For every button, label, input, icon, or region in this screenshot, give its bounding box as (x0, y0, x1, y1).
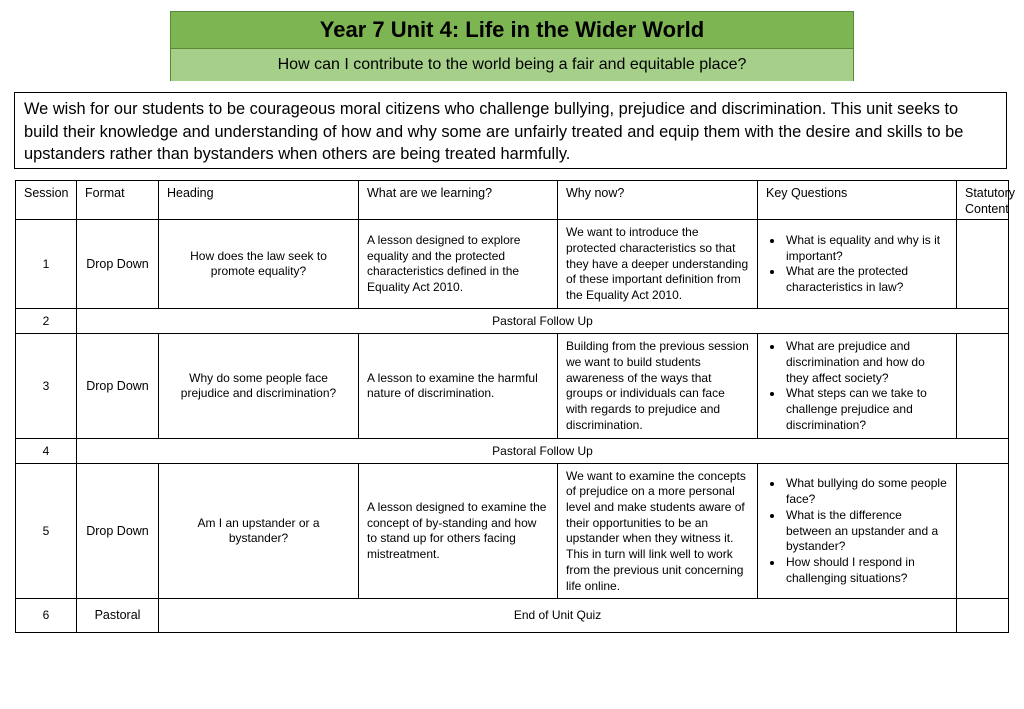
table-row (16, 439, 1009, 464)
session-key-questions (758, 220, 957, 309)
session-heading: Why do some people face prejudice and discrimination? (159, 334, 359, 439)
col-header-key-questions: Key Questions (758, 181, 957, 220)
table-header-row (16, 181, 1009, 220)
session-format: Pastoral (77, 599, 159, 633)
key-question: • What is the difference between an upstander and a bystander? (784, 508, 948, 555)
table-row (16, 599, 1009, 633)
unit-subtitle: How can I contribute to the world being a fair and equitable place? (171, 49, 853, 81)
key-question: • What are prejudice and discrimination and how do they affect society? (784, 339, 948, 386)
table-row (16, 464, 1009, 599)
session-format: Drop Down (77, 464, 159, 599)
session-merged-cell: Pastoral Follow Up (77, 309, 1009, 334)
session-learning: A lesson to examine the harmful nature of discrimination. (359, 334, 558, 439)
session-heading: How does the law seek to promote equality? (159, 220, 359, 309)
key-question: • What are the protected characteristics in law? (784, 264, 948, 295)
session-statutory (957, 220, 1009, 309)
session-merged-cell: Pastoral Follow Up (77, 439, 1009, 464)
session-why-now: We want to introduce the protected characteristics so that they have a deeper understanding of these important definition from the Equality Act 2010. (558, 220, 758, 309)
session-key-questions (758, 334, 957, 439)
session-statutory (957, 334, 1009, 439)
session-format: Drop Down (77, 334, 159, 439)
session-learning: A lesson designed to explore equality and the protected characteristics defined in the Equality Act 2010. (359, 220, 558, 309)
col-header-learning: What are we learning? (359, 181, 558, 220)
table-row (16, 220, 1009, 309)
unit-title: Year 7 Unit 4: Life in the Wider World (171, 12, 853, 49)
sessions-table (15, 180, 1016, 633)
session-statutory (957, 464, 1009, 599)
key-question: • What is equality and why is it important? (784, 233, 948, 264)
session-number: 3 (16, 334, 77, 439)
session-key-questions (758, 464, 957, 599)
col-header-format: Format (77, 181, 159, 220)
col-header-why-now: Why now? (558, 181, 758, 220)
unit-intro: We wish for our students to be courageous moral citizens who challenge bullying, prejudice and discrimination. This unit seeks to build their knowledge and understanding of how and why some are unfairly treated and equip them with the desire and skills to be upstanders rather than bystanders when others are being treated harmfully. (14, 92, 1007, 169)
key-question: • How should I respond in challenging situations? (784, 555, 948, 586)
table-row (16, 334, 1009, 439)
session-heading: Am I an upstander or a bystander? (159, 464, 359, 599)
session-number: 1 (16, 220, 77, 309)
session-number: 5 (16, 464, 77, 599)
session-number: 2 (16, 309, 77, 334)
session-merged-cell: End of Unit Quiz (159, 599, 957, 633)
session-why-now: We want to examine the concepts of prejudice on a more personal level and make students aware of their opportunities to be an upstander when they witness it. This in turn will link well to work from the previous unit concerning life online. (558, 464, 758, 599)
session-learning: A lesson designed to examine the concept of by-standing and how to stand up for others facing mistreatment. (359, 464, 558, 599)
table-row (16, 309, 1009, 334)
session-statutory (957, 599, 1009, 633)
session-number: 6 (16, 599, 77, 633)
key-question: • What bullying do some people face? (784, 476, 948, 507)
col-header-session: Session (16, 181, 77, 220)
key-question: • What steps can we take to challenge prejudice and discrimination? (784, 386, 948, 433)
session-why-now: Building from the previous session we want to build students awareness of the ways that groups or individuals can face with regards to prejudice and discrimination. (558, 334, 758, 439)
unit-header (170, 11, 854, 81)
col-header-heading: Heading (159, 181, 359, 220)
col-header-statutory: Statutory Content (957, 181, 1009, 220)
session-number: 4 (16, 439, 77, 464)
session-format: Drop Down (77, 220, 159, 309)
